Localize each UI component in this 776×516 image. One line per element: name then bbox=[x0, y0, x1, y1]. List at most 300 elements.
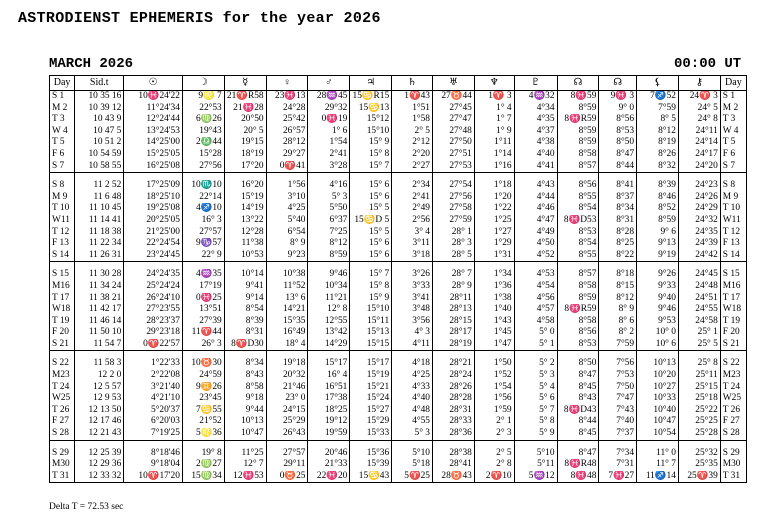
table-row bbox=[50, 250, 747, 262]
table-cell: 4°34 bbox=[514, 103, 557, 115]
table-cell: 8°39 bbox=[637, 180, 679, 192]
table-cell: W18 bbox=[50, 304, 75, 316]
table-cell: S 21 bbox=[720, 339, 746, 351]
table-cell: 24° 8 bbox=[678, 114, 720, 126]
table-cell: 11 18 38 bbox=[75, 227, 124, 239]
table-cell: S 29 bbox=[50, 448, 75, 460]
separator-cell bbox=[182, 173, 224, 181]
table-cell: 26°24'10 bbox=[124, 293, 183, 305]
separator-cell bbox=[124, 173, 183, 181]
table-cell: 25°25 bbox=[678, 416, 720, 428]
table-cell: 13°24'53 bbox=[124, 126, 183, 138]
table-row bbox=[50, 203, 747, 215]
table-cell: 4°48 bbox=[392, 405, 433, 417]
table-cell: 22°53 bbox=[182, 103, 224, 115]
table-cell: 1°18 bbox=[474, 180, 514, 192]
table-cell: 11 2 52 bbox=[75, 180, 124, 192]
table-cell: M23 bbox=[50, 370, 75, 382]
table-cell: 9♑57 bbox=[182, 238, 224, 250]
table-cell: S 7 bbox=[50, 161, 75, 173]
table-cell: 5♈25 bbox=[392, 471, 433, 483]
table-cell: 13° 6 bbox=[266, 293, 308, 305]
separator-cell bbox=[678, 262, 720, 270]
table-cell: 8°58 bbox=[557, 316, 599, 328]
table-cell: 10°13 bbox=[224, 416, 266, 428]
table-cell: M30 bbox=[50, 459, 75, 471]
table-cell: 19°59 bbox=[308, 428, 350, 440]
header-row bbox=[50, 76, 747, 91]
table-cell: 8°58 bbox=[224, 382, 266, 394]
table-cell: M 2 bbox=[720, 103, 746, 115]
table-row bbox=[50, 382, 747, 394]
table-cell: 4° 3 bbox=[392, 327, 433, 339]
table-cell: 24°29 bbox=[678, 203, 720, 215]
separator-cell bbox=[557, 262, 599, 270]
table-cell: 2°56 bbox=[392, 215, 433, 227]
table-cell: 2°34 bbox=[392, 180, 433, 192]
separator-cell bbox=[433, 262, 475, 270]
table-cell: 15° 8 bbox=[350, 149, 392, 161]
table-cell: 24°51 bbox=[678, 293, 720, 305]
table-cell: S 1 bbox=[50, 91, 75, 103]
table-cell: 11♐14 bbox=[637, 471, 679, 483]
table-cell: 24°11 bbox=[678, 126, 720, 138]
table-cell: 11 42 17 bbox=[75, 304, 124, 316]
table-cell: 8°59 bbox=[557, 293, 599, 305]
table-cell: 11°25 bbox=[224, 448, 266, 460]
table-cell: 8°19 bbox=[637, 137, 679, 149]
table-cell: 9°46 bbox=[637, 304, 679, 316]
table-cell: 5°10 bbox=[392, 448, 433, 460]
table-cell: 0♉25 bbox=[266, 471, 308, 483]
table-cell: 8°34 bbox=[599, 203, 637, 215]
table-cell: 29°32 bbox=[308, 103, 350, 115]
table-cell: S 22 bbox=[50, 358, 75, 370]
table-cell: 25°15 bbox=[678, 382, 720, 394]
table-cell: 1°54 bbox=[308, 137, 350, 149]
table-cell: 21°25'00 bbox=[124, 227, 183, 239]
table-cell: 0♈41 bbox=[266, 161, 308, 173]
table-cell: 2° 5 bbox=[474, 448, 514, 460]
table-cell: 10° 0 bbox=[637, 327, 679, 339]
table-cell: T 3 bbox=[720, 114, 746, 126]
table-cell: 1°29 bbox=[474, 238, 514, 250]
table-cell: 1♈ 3 bbox=[474, 91, 514, 103]
separator-cell bbox=[308, 262, 350, 270]
table-cell: 12° 7 bbox=[224, 459, 266, 471]
table-cell: 5°20'37 bbox=[124, 405, 183, 417]
table-cell: 25° 5 bbox=[678, 339, 720, 351]
table-cell: 8♓R59 bbox=[557, 304, 599, 316]
table-cell: 9° 6 bbox=[637, 227, 679, 239]
table-cell: S 28 bbox=[720, 428, 746, 440]
table-cell: 8°12 bbox=[308, 238, 350, 250]
column-header: ☊ bbox=[599, 76, 637, 91]
table-cell: 18° 4 bbox=[266, 339, 308, 351]
table-cell: 15°24 bbox=[350, 393, 392, 405]
table-row bbox=[50, 161, 747, 173]
week-separator bbox=[50, 351, 747, 359]
table-cell: 22°24'54 bbox=[124, 238, 183, 250]
table-cell: 24°42 bbox=[678, 250, 720, 262]
table-row bbox=[50, 149, 747, 161]
time-heading: 00:00 UT bbox=[674, 56, 742, 72]
table-cell: 11°38 bbox=[224, 238, 266, 250]
table-cell: 28°36 bbox=[433, 428, 475, 440]
table-row bbox=[50, 215, 747, 227]
table-cell: T 12 bbox=[720, 227, 746, 239]
separator-cell bbox=[308, 351, 350, 359]
table-cell: 11 22 34 bbox=[75, 238, 124, 250]
table-cell: 15°33 bbox=[350, 428, 392, 440]
separator-cell bbox=[474, 351, 514, 359]
table-cell: T 19 bbox=[720, 316, 746, 328]
table-cell: 8° 5 bbox=[637, 114, 679, 126]
table-cell: 20°25'05 bbox=[124, 215, 183, 227]
table-cell: 8°47 bbox=[557, 370, 599, 382]
table-cell: 4°44 bbox=[514, 192, 557, 204]
table-cell: 12°28 bbox=[224, 227, 266, 239]
table-cell: 12 9 53 bbox=[75, 393, 124, 405]
table-cell: 4°40 bbox=[392, 393, 433, 405]
table-cell: 12 21 43 bbox=[75, 428, 124, 440]
table-cell: 1°47 bbox=[474, 339, 514, 351]
table-cell: T 31 bbox=[720, 471, 746, 483]
table-cell: 20°50 bbox=[224, 114, 266, 126]
table-cell: 28° 9 bbox=[433, 281, 475, 293]
table-cell: 1°50 bbox=[474, 358, 514, 370]
table-cell: 27°57 bbox=[266, 448, 308, 460]
table-cell: 7°31 bbox=[599, 459, 637, 471]
table-cell: 0♓19 bbox=[308, 114, 350, 126]
table-cell: 11°24'34 bbox=[124, 103, 183, 115]
table-cell: 8°46 bbox=[637, 192, 679, 204]
table-cell: 28° 5 bbox=[433, 250, 475, 262]
table-cell: 8°50 bbox=[557, 358, 599, 370]
table-cell: 15° 5 bbox=[350, 227, 392, 239]
table-cell: 15° 9 bbox=[350, 293, 392, 305]
table-cell: 10 43 9 bbox=[75, 114, 124, 126]
table-cell: 4°43 bbox=[514, 180, 557, 192]
table-cell: 4♐10 bbox=[182, 203, 224, 215]
table-row bbox=[50, 370, 747, 382]
table-cell: 14°21 bbox=[266, 304, 308, 316]
table-cell: 28°21 bbox=[433, 358, 475, 370]
table-row bbox=[50, 327, 747, 339]
table-cell: 25°11 bbox=[678, 370, 720, 382]
table-cell: 11 34 24 bbox=[75, 281, 124, 293]
table-cell: 2°41 bbox=[308, 149, 350, 161]
table-cell: 11 58 3 bbox=[75, 358, 124, 370]
table-cell: 9°40 bbox=[637, 293, 679, 305]
separator-cell bbox=[124, 262, 183, 270]
table-cell: 17°25'09 bbox=[124, 180, 183, 192]
table-cell: 9° 0 bbox=[599, 103, 637, 115]
table-cell: 15°10 bbox=[350, 304, 392, 316]
table-cell: 8°59 bbox=[557, 126, 599, 138]
table-cell: 10°20 bbox=[637, 370, 679, 382]
table-row bbox=[50, 304, 747, 316]
table-cell: 28°19 bbox=[433, 339, 475, 351]
table-cell: T 12 bbox=[50, 227, 75, 239]
table-cell: 20°46 bbox=[308, 448, 350, 460]
separator-cell bbox=[75, 351, 124, 359]
table-row bbox=[50, 103, 747, 115]
table-cell: S 29 bbox=[720, 448, 746, 460]
separator-cell bbox=[474, 262, 514, 270]
table-cell: 1°38 bbox=[474, 293, 514, 305]
table-cell: 10° 6 bbox=[637, 339, 679, 351]
table-cell: 24°20 bbox=[678, 161, 720, 173]
table-cell: 25°18 bbox=[678, 393, 720, 405]
table-cell: 7°19'25 bbox=[124, 428, 183, 440]
table-cell: 2°41 bbox=[392, 192, 433, 204]
table-cell: 2°20 bbox=[392, 149, 433, 161]
table-cell: 15°28 bbox=[182, 149, 224, 161]
table-cell: S 15 bbox=[720, 269, 746, 281]
table-cell: 1°54 bbox=[474, 382, 514, 394]
column-header: ♄ bbox=[392, 76, 433, 91]
column-header: ♇ bbox=[514, 76, 557, 91]
table-cell: 3°41 bbox=[392, 293, 433, 305]
table-cell: T 5 bbox=[720, 137, 746, 149]
table-cell: 9°23 bbox=[266, 250, 308, 262]
table-cell: 10♓24'22 bbox=[124, 91, 183, 103]
table-cell: 20° 5 bbox=[224, 126, 266, 138]
week-separator bbox=[50, 173, 747, 181]
table-cell: S 14 bbox=[720, 250, 746, 262]
table-cell: W11 bbox=[720, 215, 746, 227]
table-cell: 8°54 bbox=[557, 238, 599, 250]
table-cell: 4°49 bbox=[514, 227, 557, 239]
separator-cell bbox=[224, 440, 266, 448]
table-cell: 12°55 bbox=[308, 316, 350, 328]
separator-cell bbox=[392, 173, 433, 181]
separator-cell bbox=[720, 262, 746, 270]
table-cell: 21°46 bbox=[266, 382, 308, 394]
table-cell: 14°19 bbox=[224, 203, 266, 215]
table-cell: 6♍26 bbox=[182, 114, 224, 126]
table-cell: W11 bbox=[50, 215, 75, 227]
separator-cell bbox=[266, 173, 308, 181]
separator-cell bbox=[599, 262, 637, 270]
table-cell: 2°27 bbox=[392, 161, 433, 173]
table-cell: 4°18 bbox=[392, 358, 433, 370]
table-cell: 8°41 bbox=[599, 180, 637, 192]
table-cell: S 21 bbox=[50, 339, 75, 351]
table-row bbox=[50, 316, 747, 328]
table-cell: 9°33 bbox=[637, 281, 679, 293]
table-cell: 25° 1 bbox=[678, 327, 720, 339]
table-cell: 12 2 0 bbox=[75, 370, 124, 382]
table-cell: 17°19 bbox=[182, 281, 224, 293]
table-cell: 25°29 bbox=[266, 416, 308, 428]
separator-cell bbox=[514, 351, 557, 359]
table-cell: 7♋55 bbox=[182, 405, 224, 417]
table-cell: 4°21'10 bbox=[124, 393, 183, 405]
table-cell: 8°44 bbox=[599, 161, 637, 173]
table-cell: 29°27 bbox=[266, 149, 308, 161]
table-cell: 15° 6 bbox=[350, 250, 392, 262]
table-cell: 21♈R58 bbox=[224, 91, 266, 103]
table-row bbox=[50, 339, 747, 351]
table-cell: 21♓28 bbox=[224, 103, 266, 115]
table-cell: 15°17 bbox=[308, 358, 350, 370]
table-cell: 1°45 bbox=[474, 327, 514, 339]
table-cell: 15♋D 5 bbox=[350, 215, 392, 227]
table-row bbox=[50, 114, 747, 126]
table-cell: 8°50 bbox=[599, 137, 637, 149]
separator-cell bbox=[350, 262, 392, 270]
table-cell: 28°12 bbox=[266, 137, 308, 149]
table-cell: 2° 3 bbox=[474, 428, 514, 440]
table-cell: 8°59 bbox=[557, 103, 599, 115]
table-cell: 10°54 bbox=[637, 428, 679, 440]
table-cell: 25°24'24 bbox=[124, 281, 183, 293]
separator-cell bbox=[720, 351, 746, 359]
table-cell: 24°35 bbox=[678, 227, 720, 239]
column-header: Sid.t bbox=[75, 76, 124, 91]
table-cell: 25°35 bbox=[678, 459, 720, 471]
table-cell: 25♈39 bbox=[678, 471, 720, 483]
table-cell: M16 bbox=[720, 281, 746, 293]
table-cell: 24♈ 3 bbox=[678, 91, 720, 103]
table-cell: 1° 9 bbox=[474, 126, 514, 138]
separator-cell bbox=[514, 262, 557, 270]
table-cell: 15♋43 bbox=[350, 471, 392, 483]
separator-cell bbox=[124, 440, 183, 448]
separator-cell bbox=[266, 351, 308, 359]
table-cell: 3°56 bbox=[392, 316, 433, 328]
table-cell: 4°46 bbox=[514, 203, 557, 215]
table-cell: 1° 7 bbox=[474, 114, 514, 126]
table-cell: 8♓R48 bbox=[557, 459, 599, 471]
table-cell: 19°18 bbox=[266, 358, 308, 370]
table-cell: 1°59 bbox=[474, 405, 514, 417]
table-cell: 29°23'18 bbox=[124, 327, 183, 339]
column-header: ♀ bbox=[266, 76, 308, 91]
table-cell: 11°21 bbox=[308, 293, 350, 305]
table-cell: 10 35 16 bbox=[75, 91, 124, 103]
table-cell: 24°26 bbox=[678, 192, 720, 204]
table-cell: 28♒45 bbox=[308, 91, 350, 103]
delta-t-note: Delta T = 72.53 sec bbox=[49, 502, 124, 512]
table-cell: 28° 3 bbox=[433, 238, 475, 250]
table-cell: T 5 bbox=[50, 137, 75, 149]
column-header: ♃ bbox=[350, 76, 392, 91]
table-cell: 5♌36 bbox=[182, 428, 224, 440]
table-cell: 8°43 bbox=[224, 370, 266, 382]
table-cell: M23 bbox=[720, 370, 746, 382]
table-cell: W25 bbox=[720, 393, 746, 405]
table-cell: 22°14 bbox=[182, 192, 224, 204]
table-cell: 4°50 bbox=[514, 238, 557, 250]
table-cell: 10 51 2 bbox=[75, 137, 124, 149]
table-cell: 4♒35 bbox=[182, 269, 224, 281]
table-cell: 1°16 bbox=[474, 161, 514, 173]
table-cell: 9°44 bbox=[224, 405, 266, 417]
table-cell: 27°57 bbox=[182, 227, 224, 239]
column-header: ♂ bbox=[308, 76, 350, 91]
table-cell: 3° 4 bbox=[392, 227, 433, 239]
table-body bbox=[50, 91, 747, 483]
separator-cell bbox=[599, 351, 637, 359]
table-cell: 8° 9 bbox=[599, 304, 637, 316]
table-cell: 15° 6 bbox=[350, 192, 392, 204]
table-cell: 10°47 bbox=[637, 416, 679, 428]
separator-cell bbox=[182, 262, 224, 270]
table-cell: 8°28 bbox=[599, 227, 637, 239]
separator-cell bbox=[308, 440, 350, 448]
table-cell: 8°45 bbox=[557, 428, 599, 440]
table-cell: 27°56 bbox=[433, 192, 475, 204]
table-cell: 18°25'10 bbox=[124, 192, 183, 204]
table-cell: 24°17 bbox=[678, 149, 720, 161]
table-cell: 16°51 bbox=[308, 382, 350, 394]
table-cell: 15♋R15 bbox=[350, 91, 392, 103]
table-cell: 15°36 bbox=[350, 448, 392, 460]
table-cell: 12 33 32 bbox=[75, 471, 124, 483]
separator-cell bbox=[474, 173, 514, 181]
table-cell: 19°12 bbox=[308, 416, 350, 428]
table-cell: 10°27 bbox=[637, 382, 679, 394]
table-cell: 4°25 bbox=[392, 370, 433, 382]
table-cell: 10°40 bbox=[637, 405, 679, 417]
table-cell: 12♓53 bbox=[224, 471, 266, 483]
table-cell: 15° 6 bbox=[350, 180, 392, 192]
table-cell: 12 17 46 bbox=[75, 416, 124, 428]
table-cell: 5°18 bbox=[392, 459, 433, 471]
table-cell: 8°47 bbox=[557, 448, 599, 460]
table-cell: 9°14 bbox=[224, 293, 266, 305]
separator-cell bbox=[50, 262, 75, 270]
table-cell: F 27 bbox=[720, 416, 746, 428]
table-cell: 4°16 bbox=[308, 180, 350, 192]
table-cell: 15°39 bbox=[350, 459, 392, 471]
table-cell: 28° 7 bbox=[433, 269, 475, 281]
table-cell: 8°12 bbox=[599, 293, 637, 305]
table-cell: 5° 1 bbox=[514, 339, 557, 351]
table-cell: 3°26 bbox=[392, 269, 433, 281]
table-cell: 24°58 bbox=[678, 316, 720, 328]
table-cell: 8°58 bbox=[557, 149, 599, 161]
separator-cell bbox=[124, 351, 183, 359]
separator-cell bbox=[75, 262, 124, 270]
table-cell: 24°23 bbox=[678, 180, 720, 192]
table-cell: 4°54 bbox=[514, 281, 557, 293]
table-cell: 9°18'04 bbox=[124, 459, 183, 471]
table-cell: 19°25'08 bbox=[124, 203, 183, 215]
table-cell: 24°14 bbox=[678, 137, 720, 149]
table-row bbox=[50, 416, 747, 428]
table-cell: 8°22 bbox=[599, 250, 637, 262]
table-cell: 18°25 bbox=[308, 405, 350, 417]
table-cell: 5° 9 bbox=[514, 428, 557, 440]
ephemeris-table bbox=[49, 75, 747, 483]
table-cell: 27°56 bbox=[182, 161, 224, 173]
table-cell: 8°52 bbox=[637, 203, 679, 215]
separator-cell bbox=[514, 440, 557, 448]
separator-cell bbox=[637, 351, 679, 359]
table-cell: 8°56 bbox=[557, 327, 599, 339]
table-row bbox=[50, 459, 747, 471]
table-cell: 8♓48 bbox=[557, 471, 599, 483]
table-cell: 11 54 7 bbox=[75, 339, 124, 351]
separator-cell bbox=[678, 351, 720, 359]
table-cell: 28°26 bbox=[433, 382, 475, 394]
table-cell: 4°40 bbox=[514, 149, 557, 161]
separator-cell bbox=[637, 440, 679, 448]
